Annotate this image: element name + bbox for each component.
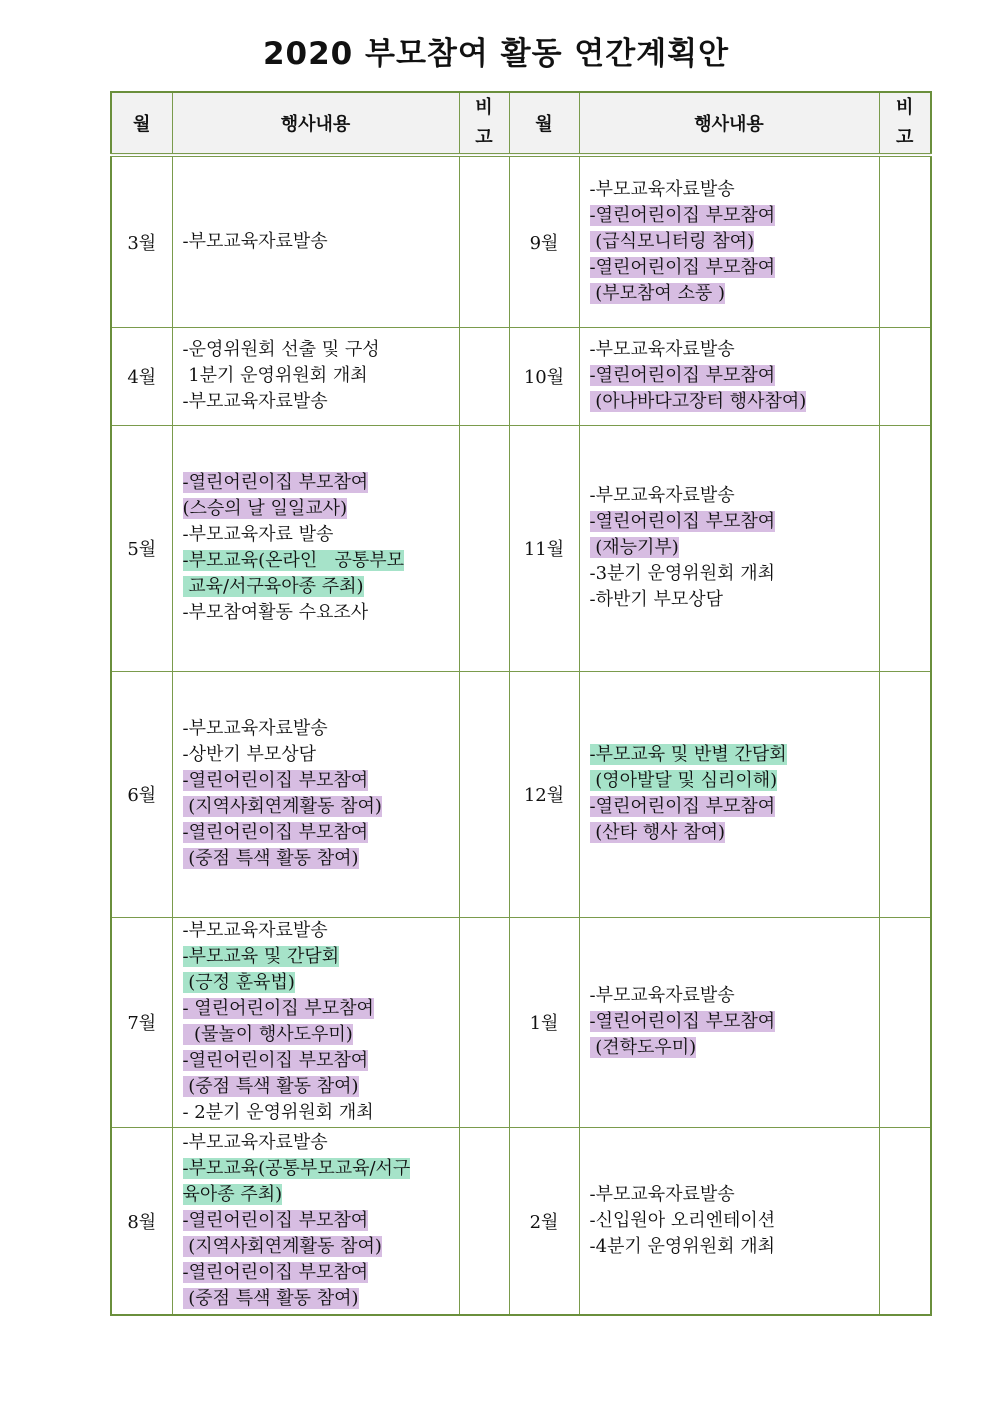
note-cell (459, 1127, 509, 1315)
event-line-text: -부모교육자료발송 (182, 718, 328, 739)
header-note-top: 비 (896, 97, 914, 118)
page-title: 2020 부모참여 활동 연간계획안 (262, 36, 730, 72)
event-line (590, 363, 871, 389)
event-line (590, 820, 871, 846)
event-line-text: -부모교육자료발송 (589, 485, 735, 506)
event-line (183, 574, 451, 600)
event-line-text: (지역사회연계활동 참여) (182, 1235, 382, 1257)
event-line (183, 768, 451, 794)
event-line-text: -4분기 운영위원회 개최 (589, 1235, 775, 1257)
header-month-right: 월 (509, 92, 579, 155)
event-line (183, 1048, 451, 1074)
event-line-text: -부모교육자료발송 (182, 230, 328, 252)
event-line-text: (산타 행사 참여) (589, 822, 726, 843)
event-line (183, 742, 451, 768)
note-cell (459, 155, 509, 327)
event-line (183, 716, 451, 742)
event-line (590, 768, 871, 794)
event-content-cell (579, 327, 879, 425)
event-line (590, 561, 871, 587)
event-line (183, 548, 451, 574)
header-note-bottom: 고 (475, 127, 493, 148)
month-cell: 7월 (111, 917, 172, 1127)
event-line (590, 794, 871, 820)
event-line-text: 1분기 운영위원회 개최 (182, 365, 368, 386)
month-cell: 2월 (509, 1127, 579, 1315)
event-line (590, 229, 871, 255)
event-content-cell (172, 327, 459, 425)
event-line (183, 794, 451, 820)
event-line (183, 337, 451, 363)
table-row (111, 155, 931, 327)
note-cell (459, 917, 509, 1127)
event-line-text: -부모교육자료발송 (589, 178, 735, 200)
annual-plan-table (110, 91, 932, 1316)
event-line-text: -열린어린이집 부모참여 (589, 511, 776, 532)
event-line (590, 177, 871, 203)
month-cell: 4월 (111, 327, 172, 425)
note-cell (879, 155, 931, 327)
event-line-text: 교육/서구육아종 주최) (182, 576, 364, 597)
table-header-row (111, 92, 931, 155)
event-line-text: -열린어린이집 부모참여 (589, 256, 776, 278)
event-line (590, 1035, 871, 1061)
event-line-text: -부모교육자료발송 (589, 339, 735, 360)
event-line (183, 1182, 451, 1208)
event-line-text: (견학도우미) (589, 1037, 697, 1058)
event-line (183, 1260, 451, 1286)
event-line (183, 1074, 451, 1100)
month-cell: 8월 (111, 1127, 172, 1315)
event-line (590, 535, 871, 561)
event-line (590, 1234, 871, 1260)
event-line-text: -부모교육자료발송 (589, 1183, 735, 1205)
event-content-cell (579, 1127, 879, 1315)
event-line-text: -열린어린이집 부모참여 (589, 796, 776, 817)
header-content-right: 행사내용 (579, 92, 879, 155)
event-line (183, 1130, 451, 1156)
event-line-text: -열린어린이집 부모참여 (182, 770, 369, 791)
event-line (590, 1208, 871, 1234)
event-line (590, 742, 871, 768)
header-note-top: 비 (475, 97, 493, 118)
event-line-text: -상반기 부모상담 (182, 744, 317, 765)
event-line-text: - 열린어린이집 부모참여 (182, 998, 374, 1019)
event-line (590, 203, 871, 229)
event-line (183, 1208, 451, 1234)
event-line-text: -하반기 부모상담 (589, 589, 724, 610)
event-line-text: (중점 특색 활동 참여) (182, 1287, 359, 1309)
event-line-text: (급식모니터링 참여) (589, 230, 755, 252)
event-line-text: (스승의 날 일일교사) (182, 498, 348, 519)
event-line (183, 1234, 451, 1260)
event-content-cell (172, 917, 459, 1127)
event-line-text: -부모교육자료 발송 (182, 524, 334, 545)
header-note-bottom: 고 (896, 127, 914, 148)
event-line-text: (긍정 훈육법) (182, 972, 295, 993)
event-line (183, 996, 451, 1022)
event-line (590, 483, 871, 509)
event-line-text: -열린어린이집 부모참여 (589, 365, 776, 386)
event-line-text: -부모교육자료발송 (182, 1131, 328, 1153)
event-line-text: -열린어린이집 부모참여 (589, 204, 776, 226)
event-content-cell (172, 671, 459, 917)
event-line-text: - 2분기 운영위원회 개최 (182, 1102, 374, 1123)
event-line-text: -부모교육자료발송 (182, 920, 328, 941)
month-cell: 1월 (509, 917, 579, 1127)
event-line-text: -운영위원회 선출 및 구성 (182, 339, 380, 360)
event-line-text: (재능기부) (589, 537, 679, 558)
event-line-text: (영아발달 및 심리이해) (589, 770, 778, 791)
table-row (111, 1127, 931, 1315)
event-line (590, 587, 871, 613)
event-line-text: 육아종 주최) (182, 1183, 283, 1205)
event-line (183, 1022, 451, 1048)
event-line-text: (부모참여 소풍 ) (589, 282, 726, 304)
event-line (183, 918, 451, 944)
event-line (183, 363, 451, 389)
month-cell: 10월 (509, 327, 579, 425)
note-cell (459, 327, 509, 425)
event-line-text: (중점 특색 활동 참여) (182, 1076, 359, 1097)
table-body (111, 155, 931, 1315)
event-line-text: -부모교육자료발송 (182, 391, 328, 412)
event-content-cell (172, 1127, 459, 1315)
month-cell: 9월 (509, 155, 579, 327)
note-cell (459, 671, 509, 917)
event-line-text: -부모교육자료발송 (589, 985, 735, 1006)
month-cell: 3월 (111, 155, 172, 327)
event-line-text: (지역사회연계활동 참여) (182, 796, 382, 817)
month-cell: 6월 (111, 671, 172, 917)
note-cell (879, 917, 931, 1127)
event-line-text: -부모교육 및 반별 간담회 (589, 744, 787, 765)
event-line (183, 944, 451, 970)
event-line-text: -열린어린이집 부모참여 (589, 1011, 776, 1032)
event-line-text: -부모교육 및 간담회 (182, 946, 340, 967)
event-content-cell (172, 155, 459, 327)
event-line (183, 1156, 451, 1182)
table-row (111, 425, 931, 671)
event-line (183, 846, 451, 872)
event-line (590, 337, 871, 363)
event-line-text: -신입원아 오리엔테이션 (589, 1209, 776, 1231)
event-line (590, 509, 871, 535)
table-row (111, 671, 931, 917)
event-line-text: (물놀이 행사도우미) (182, 1024, 353, 1045)
note-cell (459, 425, 509, 671)
event-line (183, 600, 451, 626)
header-note-left (459, 92, 509, 155)
note-cell (879, 425, 931, 671)
table-row (111, 917, 931, 1127)
event-content-cell (172, 425, 459, 671)
event-line (183, 820, 451, 846)
event-line-text: -부모참여활동 수요조사 (182, 602, 369, 623)
event-line (183, 522, 451, 548)
note-cell (879, 1127, 931, 1315)
note-cell (879, 671, 931, 917)
header-note-right (879, 92, 931, 155)
month-cell: 11월 (509, 425, 579, 671)
event-line-text: -열린어린이집 부모참여 (182, 1209, 369, 1231)
event-line-text: -열린어린이집 부모참여 (182, 1261, 369, 1283)
event-line (590, 983, 871, 1009)
header-month-left: 월 (111, 92, 172, 155)
month-cell: 5월 (111, 425, 172, 671)
event-line-text: -부모교육(온라인 공통부모 (182, 550, 405, 571)
event-line-text: -열린어린이집 부모참여 (182, 822, 369, 843)
event-line-text: (중점 특색 활동 참여) (182, 848, 359, 869)
event-line-text: -부모교육(공통부모교육/서구 (182, 1157, 411, 1179)
event-content-cell (579, 917, 879, 1127)
event-line (590, 281, 871, 307)
event-line-text: -열린어린이집 부모참여 (182, 1050, 369, 1071)
table-row (111, 327, 931, 425)
event-line (183, 389, 451, 415)
month-cell: 12월 (509, 671, 579, 917)
event-line-text: -3분기 운영위원회 개최 (589, 563, 775, 584)
event-line (183, 496, 451, 522)
event-line-text: -열린어린이집 부모참여 (182, 472, 369, 493)
event-line (590, 1009, 871, 1035)
event-content-cell (579, 671, 879, 917)
event-line (183, 229, 451, 255)
event-content-cell (579, 425, 879, 671)
event-content-cell (579, 155, 879, 327)
event-line (183, 970, 451, 996)
header-content-left: 행사내용 (172, 92, 459, 155)
event-line (590, 255, 871, 281)
event-line (183, 1286, 451, 1312)
event-line-text: (아나바다고장터 행사참여) (589, 391, 807, 412)
event-line (590, 389, 871, 415)
note-cell (879, 327, 931, 425)
event-line (183, 470, 451, 496)
event-line (183, 1100, 451, 1126)
event-line (590, 1182, 871, 1208)
